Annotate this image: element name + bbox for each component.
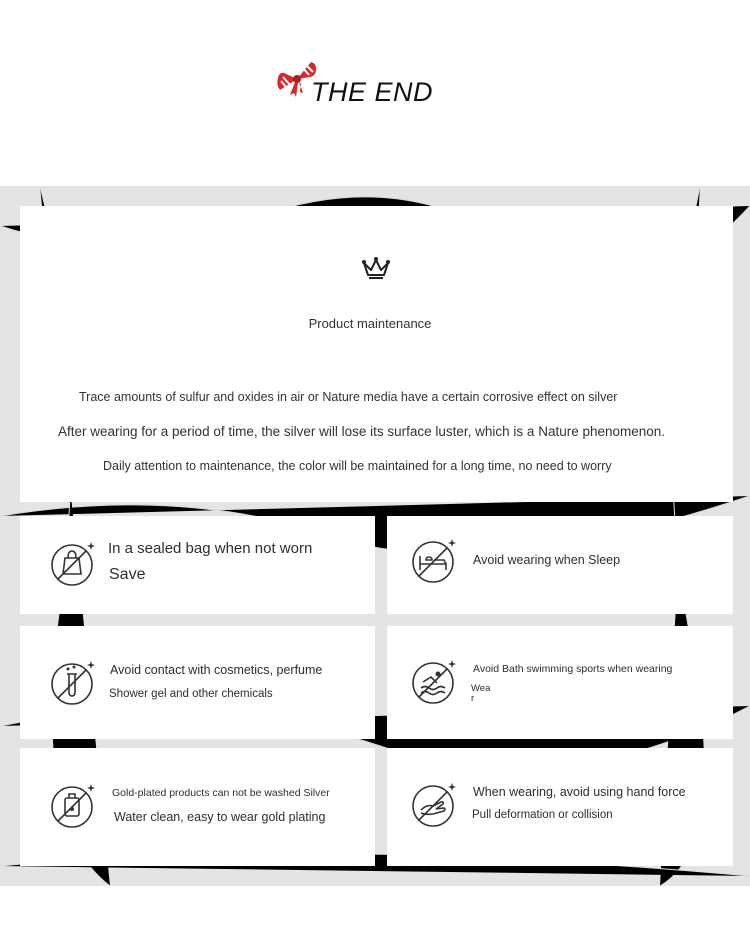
tip-line-3: r	[471, 693, 475, 704]
maintenance-line-2: After wearing for a period of time, the silver will lose its surface luster, which is a Nature phenomenon.	[58, 424, 666, 439]
no-sleep-icon	[411, 536, 461, 586]
no-swimming-icon	[411, 657, 461, 707]
maintenance-heading: Product maintenance	[308, 316, 432, 331]
tip-card-sealed-bag	[20, 516, 375, 614]
tip-line-1: Gold-plated products can not be washed Silver	[112, 787, 330, 799]
tip-line-2: Water clean, easy to wear gold plating	[114, 810, 326, 824]
tip-line-2: Wea	[471, 683, 491, 694]
tip-card-no-washing	[20, 748, 375, 866]
end-banner	[276, 60, 476, 110]
tip-card-no-force	[387, 748, 733, 866]
end-title: THE END	[311, 77, 434, 107]
crown-icon	[360, 254, 392, 282]
sealed-bag-icon	[50, 539, 100, 589]
tip-line-1: When wearing, avoid using hand force	[473, 785, 686, 799]
tip-line-2: Pull deformation or collision	[472, 809, 613, 821]
tip-line-1: In a sealed bag when not worn	[108, 540, 313, 557]
tip-line-2: Shower gel and other chemicals	[109, 688, 273, 700]
tip-line-2: Save	[109, 566, 146, 583]
no-washing-icon	[50, 781, 100, 831]
tip-line-1: Avoid contact with cosmetics, perfume	[110, 663, 323, 677]
maintenance-card	[20, 206, 733, 502]
maintenance-line-1: Trace amounts of sulfur and oxides in air or Nature media have a certain corrosive effect on silver	[79, 390, 618, 404]
tip-card-no-swimming	[387, 626, 733, 739]
tip-card-no-cosmetics	[20, 626, 375, 739]
tip-line-1: Avoid Bath swimming sports when wearing	[473, 663, 673, 675]
tip-card-no-sleep	[387, 516, 733, 614]
maintenance-line-3: Daily attention to maintenance, the color will be maintained for a long time, no need to worry	[103, 459, 612, 473]
tip-line-1: Avoid wearing when Sleep	[473, 553, 621, 567]
maintenance-section	[0, 186, 750, 886]
no-cosmetics-icon	[50, 658, 100, 708]
no-force-icon	[411, 780, 461, 830]
